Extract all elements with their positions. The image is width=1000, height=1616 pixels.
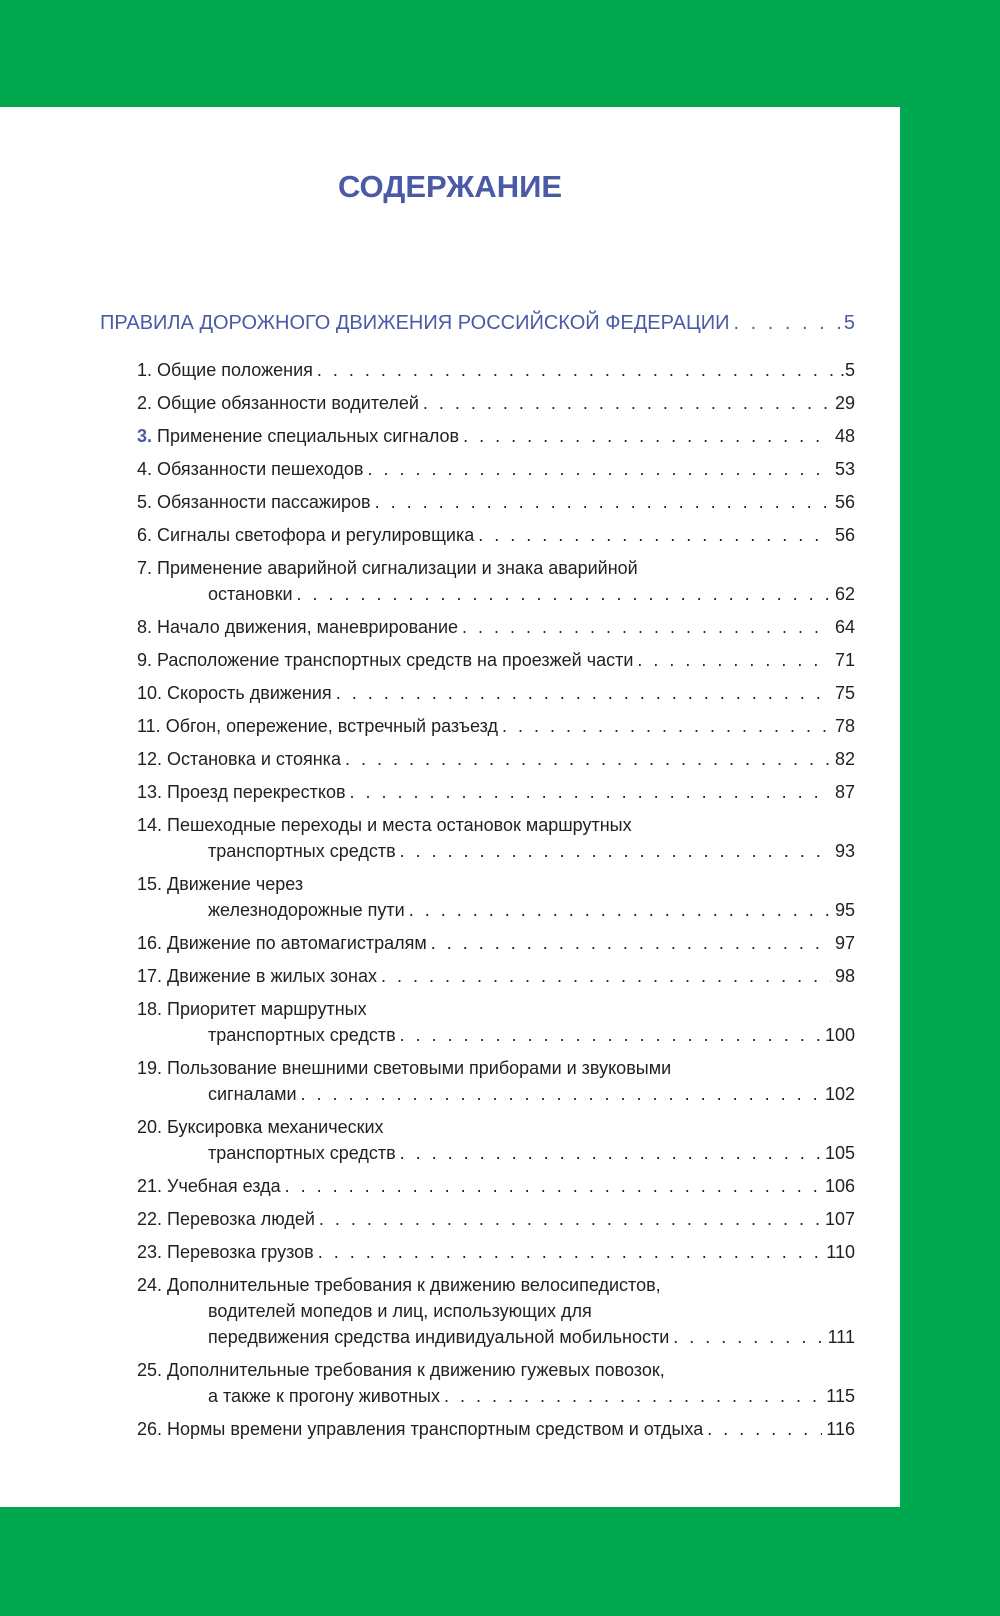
toc-entry-text: Перевозка людей xyxy=(167,1209,315,1229)
toc-entry-line xyxy=(137,1114,855,1140)
toc-entry-text: Дополнительные требования к движению велосипедистов, xyxy=(167,1275,661,1295)
toc-entry-text: транспортных средств xyxy=(208,841,396,861)
toc-entry-text: Обязанности пешеходов xyxy=(157,459,364,479)
toc-entry-line xyxy=(137,522,855,548)
toc-entry-line xyxy=(137,647,855,673)
toc-entry-line xyxy=(137,713,855,739)
toc-entry-text: водителей мопедов и лиц, использующих для xyxy=(208,1301,592,1321)
toc-entry-line xyxy=(137,680,855,706)
toc-entry-line xyxy=(137,357,855,383)
toc-entry-number: 14. xyxy=(137,815,163,835)
toc-entry-page-number: 75 xyxy=(834,683,855,703)
toc-entry-line xyxy=(137,930,855,956)
toc-entry-line xyxy=(137,489,855,515)
dot-leader xyxy=(301,1081,821,1107)
toc-entry-text: Обгон, опережение, встречный разъезд xyxy=(165,716,499,736)
toc-entry[interactable] xyxy=(137,779,855,805)
toc-entry-text: Начало движения, маневрирование xyxy=(157,617,459,637)
dot-leader xyxy=(400,838,831,864)
toc-entry-number: 13. xyxy=(137,782,163,802)
toc-entry-text: Буксировка механических xyxy=(167,1117,384,1137)
dot-leader xyxy=(400,1140,821,1166)
toc-entry-page-number: 48 xyxy=(834,426,855,446)
toc-entry-number: 20. xyxy=(137,1117,163,1137)
toc-entry[interactable] xyxy=(137,522,855,548)
dot-leader xyxy=(318,1239,823,1265)
dot-leader xyxy=(707,1416,822,1442)
section-label: ПРАВИЛА ДОРОЖНОГО ДВИЖЕНИЯ РОССИЙСКОЙ ФЕДЕРАЦИИ xyxy=(100,312,730,334)
toc-entry-number: 10. xyxy=(137,683,163,703)
toc-entry-page-number: 71 xyxy=(834,650,855,670)
toc-entry-number: 12. xyxy=(137,749,163,769)
toc-entry-number: 23. xyxy=(137,1242,163,1262)
toc-entry-continuation xyxy=(137,838,855,864)
toc-entry-number: 8. xyxy=(137,617,153,637)
toc-entry-number: 19. xyxy=(137,1058,163,1078)
toc-entry-text: Пользование внешними световыми приборами и звуковыми xyxy=(167,1058,672,1078)
toc-entry-page-number: 107 xyxy=(824,1209,855,1229)
toc-entry-text: Применение специальных сигналов xyxy=(157,426,460,446)
toc-entry-line xyxy=(137,1055,855,1081)
dot-leader xyxy=(375,489,831,515)
toc-entry-line xyxy=(137,963,855,989)
dot-leader xyxy=(367,456,831,482)
document-page xyxy=(0,107,900,1507)
toc-entry-line xyxy=(137,996,855,1022)
dot-leader xyxy=(463,423,831,449)
toc-entry-page-number: 111 xyxy=(827,1327,855,1347)
toc-entry-page-number: 56 xyxy=(834,492,855,512)
toc-entry-text: Движение в жилых зонах xyxy=(167,966,378,986)
dot-leader xyxy=(431,930,831,956)
dot-leader xyxy=(319,1206,821,1232)
toc-entry-text: сигналами xyxy=(208,1084,297,1104)
toc-entry[interactable] xyxy=(137,963,855,989)
toc-entry-number: 16. xyxy=(137,933,163,953)
dot-leader xyxy=(297,581,831,607)
toc-entry-line xyxy=(137,1173,855,1199)
toc-entry-page-number: 105 xyxy=(824,1143,855,1163)
toc-entry-number: 2. xyxy=(137,393,153,413)
toc-entry-number: 11. xyxy=(137,716,161,736)
toc-entry-page-number: 100 xyxy=(824,1025,855,1045)
toc-entry-number: 21. xyxy=(137,1176,163,1196)
toc-entry[interactable] xyxy=(137,871,855,923)
toc-entry-page-number: 64 xyxy=(834,617,855,637)
toc-entry[interactable] xyxy=(137,555,855,607)
toc-entry-number: 18. xyxy=(137,999,163,1019)
toc-entry-continuation xyxy=(137,1022,855,1048)
toc-entry-number: 15. xyxy=(137,874,163,894)
toc-entry-text: передвижения средства индивидуальной мобильности xyxy=(208,1327,670,1347)
toc-entry-page-number: 29 xyxy=(834,393,855,413)
toc-entry-line xyxy=(137,614,855,640)
toc-entry-number: 4. xyxy=(137,459,153,479)
toc-entry-line xyxy=(137,390,855,416)
toc-entry-number: 26. xyxy=(137,1419,163,1439)
toc-entry[interactable] xyxy=(137,647,855,673)
toc-entry[interactable] xyxy=(137,1114,855,1166)
toc-entry-text: Учебная езда xyxy=(167,1176,281,1196)
dot-leader xyxy=(502,713,831,739)
toc-entry-line xyxy=(137,746,855,772)
toc-entry[interactable] xyxy=(137,996,855,1048)
dot-leader xyxy=(336,680,831,706)
toc-entry-line xyxy=(137,779,855,805)
toc-entry-page-number: 82 xyxy=(834,749,855,769)
toc-entry[interactable] xyxy=(137,812,855,864)
toc-entry[interactable] xyxy=(137,1416,855,1442)
toc-entry[interactable] xyxy=(137,713,855,739)
toc-entry[interactable] xyxy=(137,1357,855,1409)
toc-entry-line xyxy=(137,871,855,897)
toc-entry[interactable] xyxy=(137,390,855,416)
toc-entry-line xyxy=(137,812,855,838)
toc-entry[interactable] xyxy=(137,680,855,706)
toc-entry[interactable] xyxy=(137,614,855,640)
toc-entry-continuation xyxy=(137,1324,855,1350)
toc-entry-text: Приоритет маршрутных xyxy=(167,999,367,1019)
toc-entry-line xyxy=(137,555,855,581)
toc-entry-page-number: 97 xyxy=(834,933,855,953)
toc-entry-text: а также к прогону животных xyxy=(208,1386,440,1406)
toc-entry-text: Общие обязанности водителей xyxy=(157,393,419,413)
toc-entry-text: Дополнительные требования к движению гужевых повозок, xyxy=(167,1360,665,1380)
toc-entry-text: Проезд перекрестков xyxy=(167,782,346,802)
toc-entry-text: Сигналы светофора и регулировщика xyxy=(157,525,475,545)
toc-entry-page-number: 98 xyxy=(834,966,855,986)
dot-leader xyxy=(381,963,831,989)
toc-entry-line xyxy=(137,1272,855,1298)
toc-entry-page-number: .5 xyxy=(839,360,855,380)
toc-entry-line xyxy=(137,1206,855,1232)
toc-entry-continuation xyxy=(137,897,855,923)
toc-entry-line xyxy=(137,1357,855,1383)
table-of-contents xyxy=(137,357,855,1449)
toc-entry-text: железнодорожные пути xyxy=(208,900,405,920)
toc-section-heading[interactable] xyxy=(100,312,855,335)
toc-entry-continuation xyxy=(137,1298,855,1324)
toc-entry-page-number: 53 xyxy=(834,459,855,479)
toc-entry-text: Движение по автомагистралям xyxy=(167,933,427,953)
toc-entry-line xyxy=(137,423,855,449)
page-title: СОДЕРЖАНИЕ xyxy=(337,169,563,204)
toc-entry-text: Общие положения xyxy=(157,360,313,380)
toc-entry-text: Скорость движения xyxy=(167,683,332,703)
dot-leader xyxy=(462,614,831,640)
toc-entry[interactable] xyxy=(137,489,855,515)
toc-entry-text: Пешеходные переходы и места остановок маршрутных xyxy=(167,815,632,835)
dot-leader xyxy=(423,390,831,416)
toc-entry-text: транспортных средств xyxy=(208,1143,396,1163)
dot-leader xyxy=(637,647,831,673)
toc-entry-text: Применение аварийной сигнализации и знака аварийной xyxy=(157,558,638,578)
dot-leader xyxy=(400,1022,821,1048)
toc-entry-continuation xyxy=(137,1383,855,1409)
toc-entry-page-number: 62 xyxy=(834,584,855,604)
toc-entry[interactable] xyxy=(137,1055,855,1107)
toc-entry-text: Обязанности пассажиров xyxy=(157,492,371,512)
toc-entry-number: 6. xyxy=(137,525,153,545)
toc-entry-page-number: 115 xyxy=(826,1386,855,1406)
toc-entry-number: 5. xyxy=(137,492,153,512)
toc-entry-text: Остановка и стоянка xyxy=(167,749,341,769)
dot-leader xyxy=(478,522,831,548)
toc-entry-text: Расположение транспортных средств на проезжей части xyxy=(157,650,634,670)
toc-entry[interactable] xyxy=(137,1272,855,1350)
toc-entry[interactable] xyxy=(137,930,855,956)
toc-entry-text: Перевозка грузов xyxy=(167,1242,314,1262)
section-page-number: 5 xyxy=(843,312,855,334)
toc-entry-number: 7. xyxy=(137,558,153,578)
dot-leader xyxy=(345,746,831,772)
toc-entry-continuation xyxy=(137,581,855,607)
toc-entry-number: 9. xyxy=(137,650,153,670)
toc-entry-page-number: 102 xyxy=(824,1084,855,1104)
toc-entry[interactable] xyxy=(137,1239,855,1265)
dot-leader xyxy=(673,1324,823,1350)
toc-entry[interactable] xyxy=(137,423,855,449)
dot-leader xyxy=(350,779,831,805)
toc-entry-text: Нормы времени управления транспортным средством и отдыха xyxy=(167,1419,704,1439)
dot-leader xyxy=(734,312,840,335)
toc-entry-line xyxy=(137,1416,855,1442)
toc-entry-line xyxy=(137,456,855,482)
toc-entry-number: 22. xyxy=(137,1209,163,1229)
toc-entry-page-number: 110 xyxy=(826,1242,855,1262)
toc-entry-page-number: 95 xyxy=(834,900,855,920)
toc-entry[interactable] xyxy=(137,357,855,383)
dot-leader xyxy=(317,357,836,383)
toc-entry-page-number: 87 xyxy=(834,782,855,802)
toc-entry-number: 25. xyxy=(137,1360,163,1380)
toc-entry-line xyxy=(137,1239,855,1265)
toc-entry-continuation xyxy=(137,1081,855,1107)
toc-entry-number: 17. xyxy=(137,966,163,986)
toc-entry-number: 1. xyxy=(137,360,153,380)
toc-entry-text: транспортных средств xyxy=(208,1025,396,1045)
toc-entry-page-number: 78 xyxy=(834,716,855,736)
toc-entry[interactable] xyxy=(137,456,855,482)
toc-entry[interactable] xyxy=(137,1173,855,1199)
toc-entry-number: 3. xyxy=(137,426,153,446)
dot-leader xyxy=(444,1383,822,1409)
toc-entry-number: 24. xyxy=(137,1275,163,1295)
toc-entry[interactable] xyxy=(137,746,855,772)
toc-entry-page-number: 56 xyxy=(834,525,855,545)
toc-entry-page-number: 116 xyxy=(826,1419,855,1439)
dot-leader xyxy=(409,897,831,923)
toc-entry-page-number: 106 xyxy=(824,1176,855,1196)
toc-entry[interactable] xyxy=(137,1206,855,1232)
toc-entry-text: остановки xyxy=(208,584,293,604)
toc-entry-continuation xyxy=(137,1140,855,1166)
dot-leader xyxy=(285,1173,821,1199)
toc-entry-text: Движение через xyxy=(167,874,304,894)
toc-entry-page-number: 93 xyxy=(834,841,855,861)
